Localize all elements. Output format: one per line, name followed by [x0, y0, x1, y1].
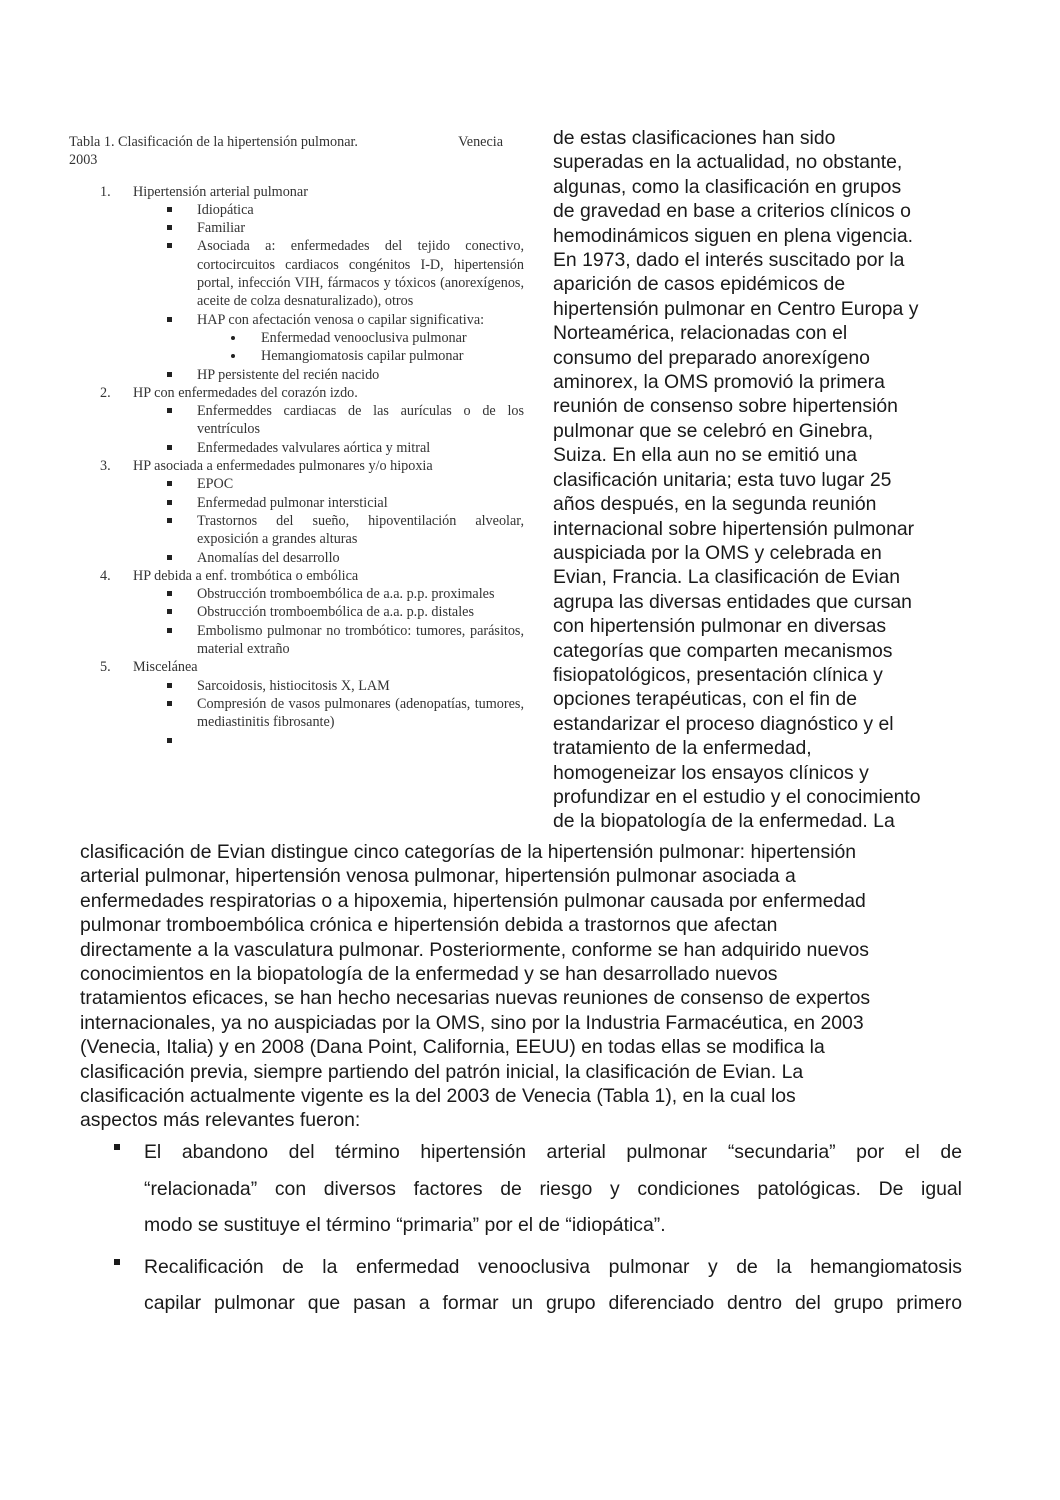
square-bullet-icon: [167, 500, 172, 505]
item-text: HP persistente del recién nacido: [197, 366, 380, 383]
table-item: [133, 603, 524, 621]
bullet-item: [80, 1134, 962, 1244]
text-line: categorías que comparten mecanismos: [553, 639, 893, 662]
square-bullet-icon: [167, 591, 172, 596]
table-item: [133, 237, 524, 310]
table-caption: [69, 133, 503, 151]
bullet-line: “relacionada” con diversos factores de riesgo y condiciones patológicas. De igual: [144, 1177, 962, 1200]
square-bullet-icon: [167, 445, 172, 450]
group-title: HP con enfermedades del corazón izdo.: [133, 384, 358, 401]
text-line: pulmonar que se celebró en Ginebra,: [553, 419, 874, 442]
table-group: [69, 457, 524, 567]
text-line: En 1973, dado el interés suscitado por la: [553, 249, 905, 272]
text-line: pulmonar tromboembólica crónica e hipertensión debida a trastornos que afectan: [80, 914, 778, 937]
table-item: [133, 439, 524, 457]
table-item: [133, 512, 524, 549]
table-item: [133, 732, 524, 750]
square-bullet-icon: [167, 225, 172, 230]
text-line: aparición de casos epidémicos de: [553, 273, 846, 296]
square-bullet-icon: [167, 408, 172, 413]
text-line: auspiciada por la OMS y celebrada en: [553, 541, 882, 564]
item-text: Enfermedades valvulares aórtica y mitral: [197, 439, 431, 456]
text-line: clasificación de Evian distingue cinco categorías de la hipertensión pulmonar: hipertensión: [80, 841, 857, 863]
text-line: fisiopatológicos, presentación clínica y: [553, 663, 883, 686]
subitem-list: [197, 329, 524, 366]
square-bullet-icon: [114, 1259, 120, 1265]
text-line: arterial pulmonar, hipertensión venosa pulmonar, hipertensión pulmonar asociada a: [80, 865, 796, 888]
bullet-line: El abandono del término hipertensión arterial pulmonar “secundaria” por el de: [144, 1141, 962, 1163]
text-line: de estas clasificaciones han sido: [553, 127, 836, 149]
square-bullet-icon: [167, 207, 172, 212]
table-group: [69, 384, 524, 457]
text-line: conocimientos en la biopatología de la enfermedad y se han desarrollado nuevos: [80, 963, 778, 986]
item-text: HAP con afectación venosa o capilar significativa:: [197, 311, 485, 328]
table-item: [133, 677, 524, 695]
table-item: [133, 311, 524, 366]
text-line: clasificación actualmente vigente es la del 2003 de Venecia (Tabla 1), en la cual los: [80, 1085, 796, 1108]
text-line: años después, en la segunda reunión: [553, 493, 877, 516]
square-bullet-icon: [167, 555, 172, 560]
text-line: Norteamérica, relacionadas con el: [553, 322, 848, 345]
text-line: hipertensión pulmonar en Centro Europa y: [553, 297, 919, 320]
table-item: [133, 622, 524, 659]
round-bullet-icon: [231, 354, 235, 358]
group-number: 5.: [100, 659, 111, 676]
text-line: de la biopatología de la enfermedad. La: [553, 810, 895, 833]
text-line: aminorex, la OMS promovió la primera: [553, 371, 885, 394]
text-line: clasificación unitaria; esta tuvo lugar 25: [553, 468, 892, 491]
group-number: 1.: [100, 183, 111, 200]
text-line: enfermedades respiratorias o a hipoxemia, hipertensión pulmonar causada por enfermedad: [80, 889, 866, 912]
square-bullet-icon: [167, 683, 172, 688]
text-line: estandarizar el proceso diagnóstico y el: [553, 712, 894, 735]
text-line: tratamiento de la enfermedad,: [553, 737, 812, 760]
text-line: con hipertensión pulmonar en diversas: [553, 615, 887, 638]
table-group: [69, 658, 524, 749]
table-group: [69, 183, 524, 384]
group-title: Miscelánea: [133, 659, 198, 676]
group-items: [133, 201, 524, 384]
group-items: [133, 677, 524, 750]
text-line: (Venecia, Italia) y en 2008 (Dana Point, California, EEUU) en todas ellas se modifica la: [80, 1036, 825, 1059]
text-line: aspectos más relevantes fueron:: [80, 1109, 361, 1132]
text-line: opciones terapéuticas, con el fin de: [553, 688, 857, 711]
item-text: Enfermedad pulmonar intersticial: [197, 494, 388, 511]
item-text: Compresión de vasos pulmonares (adenopatías, tumores, mediastinitis fibrosante): [197, 695, 524, 731]
square-bullet-icon: [167, 372, 172, 377]
group-title: HP asociada a enfermedades pulmonares y/o hipoxia: [133, 458, 433, 475]
square-bullet-icon: [167, 518, 172, 523]
text-line: internacionales, ya no auspiciadas por la OMS, sino por la Industria Farmacéutica, en 2003: [80, 1011, 864, 1034]
item-text: Anomalías del desarrollo: [197, 549, 340, 566]
square-bullet-icon: [167, 628, 172, 633]
table-item: [133, 549, 524, 567]
item-text: Idiopática: [197, 201, 254, 218]
text-line: agrupa las diversas entidades que cursan: [553, 590, 912, 613]
table-item: [133, 494, 524, 512]
subitem-text: Enfermedad venooclusiva pulmonar: [261, 329, 467, 346]
table-subitem: [197, 347, 524, 365]
item-text: Enfermeddes cardiacas de las aurículas o de los ventrículos: [197, 403, 524, 438]
table-item: [133, 695, 524, 732]
text-line: homogeneizar los ensayos clínicos y: [553, 761, 869, 784]
table-subitem: [197, 329, 524, 347]
table-item: [133, 219, 524, 237]
group-title: HP debida a enf. trombótica o embólica: [133, 567, 359, 584]
square-bullet-icon: [167, 243, 172, 248]
item-text: Obstrucción tromboembólica de a.a. p.p. distales: [197, 604, 474, 621]
item-text: Trastornos del sueño, hipoventilación alveolar, exposición a grandes alturas: [197, 512, 524, 548]
square-bullet-icon: [167, 317, 172, 322]
item-text: Asociada a: enfermedades del tejido conectivo, cortocircuitos cardiacos congénitos I-D, hipertensión portal, infección VIH, fármacos y tóxicos (anorexígenos, aceite de colza desnaturalizado), otros: [197, 238, 524, 310]
subitem-text: Hemangiomatosis capilar pulmonar: [261, 348, 464, 365]
text-line: Evian, Francia. La clasificación de Evian: [553, 566, 901, 589]
group-number: 4.: [100, 567, 111, 584]
group-number: 3.: [100, 458, 111, 475]
table-item: [133, 402, 524, 439]
text-line: reunión de consenso sobre hipertensión: [553, 395, 898, 418]
text-line: tratamientos eficaces, se han hecho necesarias nuevas reuniones de consenso de expertos: [80, 987, 871, 1010]
group-items: [133, 475, 524, 566]
group-list: [69, 183, 524, 750]
text-line: profundizar en el estudio y el conocimiento: [553, 785, 921, 808]
text-line: de gravedad en base a criterios clínicos o: [553, 200, 911, 223]
text-line: Suiza. En ella aun no se emitió una: [553, 444, 857, 467]
square-bullet-icon: [167, 738, 172, 743]
square-bullet-icon: [114, 1144, 120, 1150]
round-bullet-icon: [231, 336, 235, 340]
table-item: [133, 475, 524, 493]
square-bullet-icon: [167, 701, 172, 706]
table-caption-year: 2003: [69, 152, 98, 169]
item-text: Embolismo pulmonar no trombótico: tumores, parásitos, material extraño: [197, 622, 524, 658]
text-line: clasificación previa, siempre partiendo del patrón inicial, la clasificación de Evian. La: [80, 1060, 804, 1083]
group-number: 2.: [100, 384, 111, 401]
text-line: directamente a la vasculatura pulmonar. Posteriormente, conforme se han adquirido nuevos: [80, 938, 869, 961]
text-line: hemodinámicos siguen en plena vigencia.: [553, 224, 914, 247]
full-width-paragraph: [80, 840, 980, 1133]
text-line: consumo del preparado anorexígeno: [553, 346, 870, 369]
table-caption-place: Venecia: [458, 134, 503, 150]
table-item: [133, 201, 524, 219]
bullet-list: [80, 1134, 962, 1327]
bullet-line: capilar pulmonar que pasan a formar un grupo diferenciado dentro del grupo primero: [144, 1292, 962, 1314]
square-bullet-icon: [167, 609, 172, 614]
bullet-line: modo se sustituye el término “primaria” por el de “idiopática”.: [144, 1214, 666, 1236]
table-item: [133, 585, 524, 603]
square-bullet-icon: [167, 481, 172, 486]
text-line: superadas en la actualidad, no obstante,: [553, 151, 903, 174]
bullet-item: [80, 1249, 962, 1322]
group-title: Hipertensión arterial pulmonar: [133, 183, 308, 200]
item-text: Obstrucción tromboembólica de a.a. p.p. proximales: [197, 586, 495, 603]
right-column-text: [553, 126, 973, 834]
table-group: [69, 567, 524, 658]
text-line: internacional sobre hipertensión pulmonar: [553, 517, 915, 540]
group-items: [133, 585, 524, 658]
item-text: Familiar: [197, 220, 246, 237]
item-text: EPOC: [197, 476, 234, 493]
bullet-line: Recalificación de la enfermedad venooclusiva pulmonar y de la hemangiomatosis: [144, 1255, 962, 1278]
table-item: [133, 366, 524, 384]
table-caption-title: Tabla 1. Clasificación de la hipertensión pulmonar.: [69, 134, 358, 150]
item-text: Sarcoidosis, histiocitosis X, LAM: [197, 677, 390, 694]
text-line: algunas, como la clasificación en grupos: [553, 175, 902, 198]
classification-table: [69, 133, 524, 750]
group-items: [133, 402, 524, 457]
